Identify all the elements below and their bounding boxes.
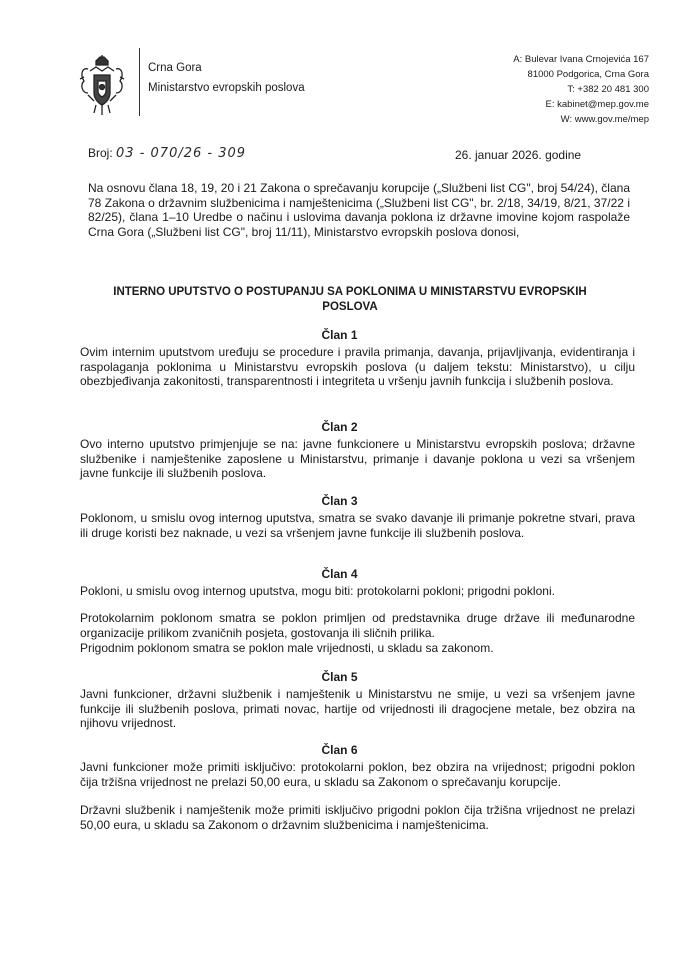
article-3-paragraph: Poklonom, u smislu ovog internog uputstva, smatra se svako davanje ili primanje pokretne stvari, prava ili druge koristi bez naknade, u vezi sa vršenjem javne funkcije ili službenih poslova. [80, 511, 635, 540]
country-name: Crna Gora [148, 62, 202, 74]
header-divider [139, 48, 140, 116]
article-1-heading: Član 1 [321, 328, 358, 342]
article-5-paragraph: Javni funkcioner, državni službenik i namještenik u Ministarstvu ne smije, u vezi sa vršenjem javne funkcije ili službenih poslova, primati novac, hartije od vrijednosti ili dragocjene metale, bez obzira na njihovu vrijednost. [80, 687, 635, 730]
article-4-paragraph-2: Protokolarnim poklonom smatra se poklon primljen od predstavnika druge države ili međunarodne organizacije prilikom zvaničnih posjeta, gostovanja ili sličnih prilika. [80, 611, 635, 640]
article-6-heading: Član 6 [321, 743, 358, 757]
contact-phone: T: +382 20 481 300 [567, 84, 649, 95]
contact-block [478, 52, 649, 127]
reference-number [88, 146, 246, 161]
article-6-paragraph-1: Javni funkcioner može primiti isključivo: protokolarni poklon, bez obzira na vrijednost; prigodni poklon čija tržišna vrijednost ne prelazi 50,00 eura, u skladu sa Zakonom o sprečavanju korupcije. [80, 760, 635, 789]
article-1-paragraph: Ovim internim uputstvom uređuju se procedure i pravila primanja, davanja, prijavljivanja, evidentiranja i raspolaganja poklonima u Ministarstvu evropskih poslova (u daljem tekstu: Ministarstvo), u cilju obezbjeđivanja zakonitosti, transparentnosti i integriteta u vršenju javnih funkcija i službenih poslova. [80, 345, 635, 388]
coat-of-arms-icon [78, 55, 126, 117]
article-4-paragraph-3: Prigodnim poklonom smatra se poklon male vrijednosti, u skladu sa zakonom. [80, 641, 494, 655]
ministry-name: Ministarstvo evropskih poslova [148, 82, 305, 94]
contact-web: W: www.gov.me/mep [560, 114, 649, 125]
reference-value: 03 - 070/26 - 309 [116, 146, 247, 161]
article-4-heading: Član 4 [321, 567, 358, 581]
contact-city: 81000 Podgorica, Crna Gora [527, 69, 649, 80]
document-title: INTERNO UPUTSTVO O POSTUPANJU SA POKLONIMA U MINISTARSTVU EVROPSKIH POSLOVA [113, 286, 587, 313]
article-2-heading: Član 2 [321, 420, 358, 434]
document-date: 26. januar 2026. godine [455, 148, 582, 162]
article-3-heading: Član 3 [321, 494, 358, 508]
article-2-paragraph: Ovo interno uputstvo primjenjuje se na: javne funkcionere u Ministarstvu evropskih poslova; državne službenike i namještenike zaposlene u Ministarstvu, primanje i davanje poklona u vezi sa vršenjem javne funkcije ili službenih poslova. [80, 437, 635, 480]
contact-email: E: kabinet@mep.gov.me [545, 99, 649, 110]
article-4-paragraph-1: Pokloni, u smislu ovog internog uputstva, mogu biti: protokolarni pokloni; prigodni pokloni. [80, 584, 555, 598]
contact-address: A: Bulevar Ivana Crnojevića 167 [513, 54, 649, 65]
article-6-paragraph-2: Državni službenik i namještenik može primiti isključivo prigodni poklon čija tržišna vrijednost ne prelazi 50,00 eura, u skladu sa Zakonom o državnim službenicima i namještenicima. [80, 803, 635, 832]
article-5-heading: Član 5 [321, 670, 358, 684]
legal-basis-paragraph: Na osnovu člana 18, 19, 20 i 21 Zakona o sprečavanju korupcije („Službeni list CG", broj 54/24), člana 78 Zakona o državnim službenicima i namještenicima („Službeni list CG", br. 2/18, 34/19, 8/21, 37/22 i 82/25), člana 1–10 Uredbe o načinu i uslovima davanja poklona iz državne imovine kojom raspolaže Crna Gora („Službeni list CG", broj 11/11), Ministarstvo evropskih poslova donosi, [88, 181, 630, 239]
reference-label: Broj: [88, 146, 113, 160]
organization-block [148, 58, 305, 98]
